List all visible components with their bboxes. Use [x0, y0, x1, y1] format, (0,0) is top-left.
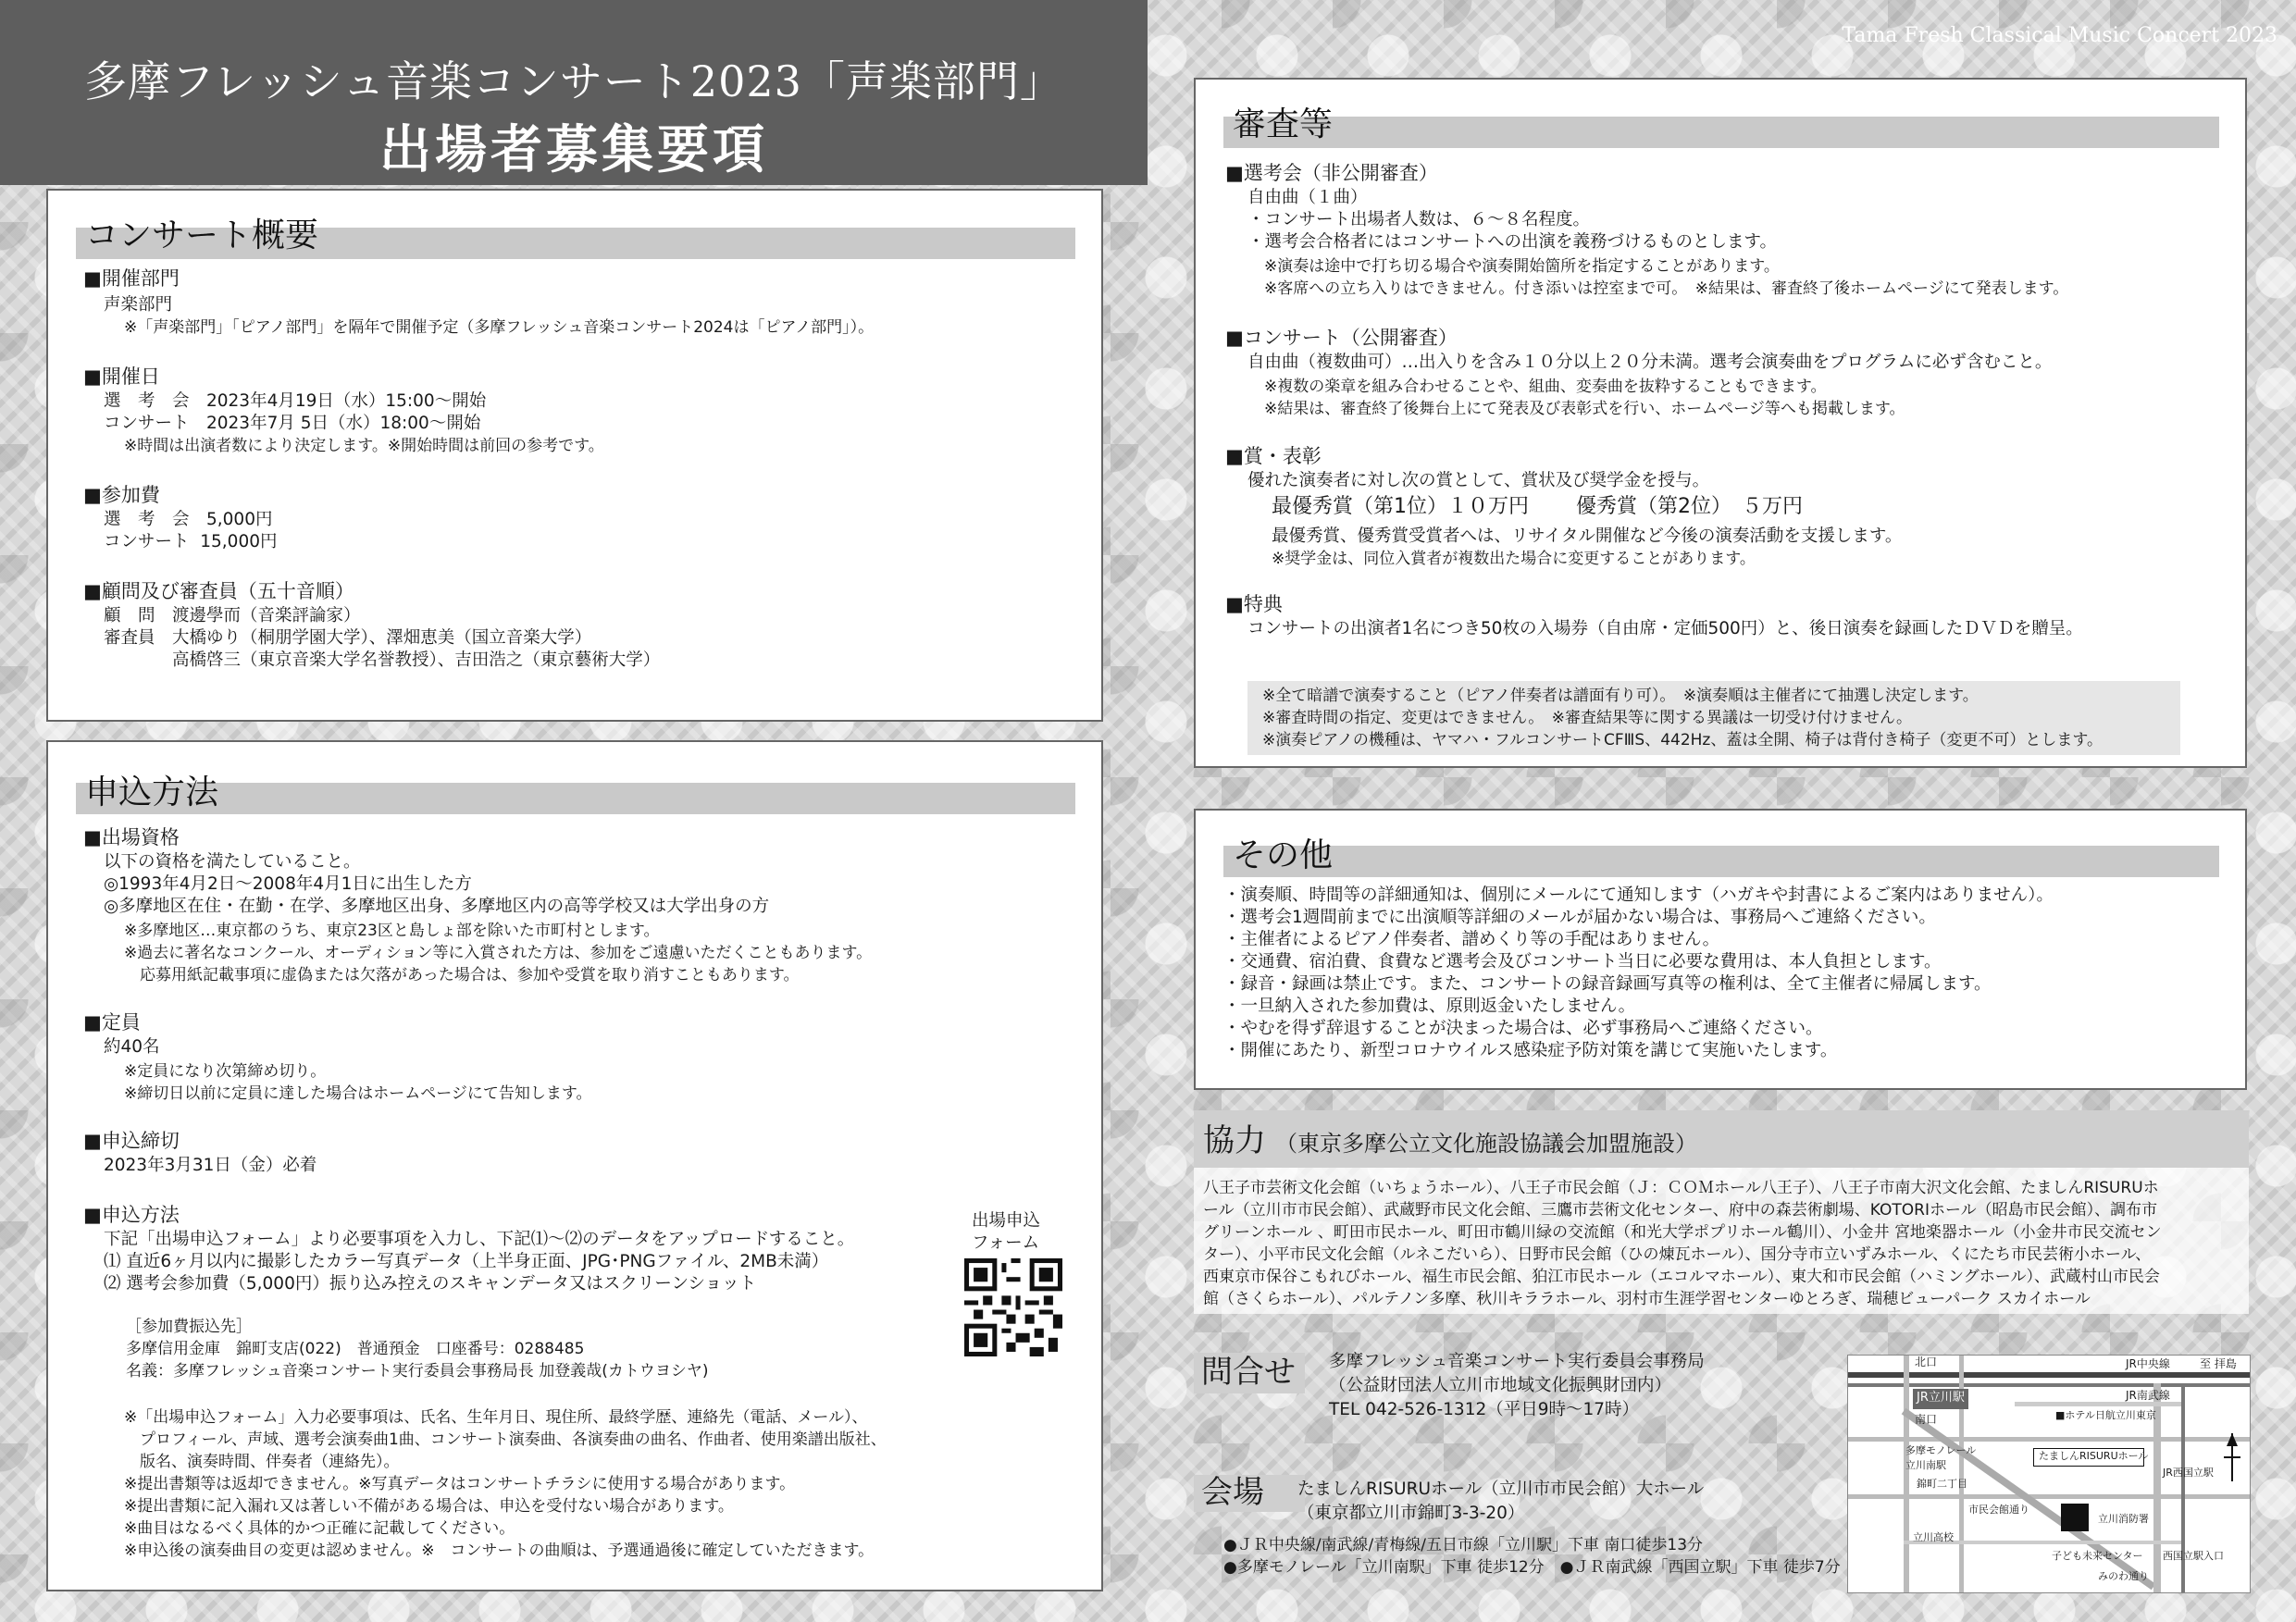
title-line-1: 多摩フレッシュ音楽コンサート2023「声楽部門」 — [84, 56, 1063, 106]
sel-2: ・コンサート出場者人数は、６～８名程度。 — [1247, 210, 1591, 229]
bank-heading: ［参加費振込先］ — [126, 1318, 252, 1336]
other-5: ・録音・録画は禁止です。また、コンサートの録音録画写真等の権利は、全て主催者に帰属します。 — [1223, 974, 1992, 994]
title-bar — [1223, 846, 2219, 877]
coop-line-6: 館（さくらホール）、パルテノン多摩、秋川キララホール、羽村市生涯学習センターゆとろぎ、瑞穂ビューパーク スカイホール — [1203, 1290, 2091, 1308]
qr-label-2: フォーム — [972, 1233, 1040, 1253]
qual-1: 以下の資格を満たしていること。 — [104, 852, 361, 872]
venue-1: たましんRISURUホール（立川市市民会館）大ホール — [1297, 1480, 1705, 1499]
method-3: ⑵ 選考会参加費（5,000円）振り込み控えのスキャンデータ又はスクリーンショット — [104, 1274, 757, 1294]
other-1: ・演奏順、時間等の詳細通知は、個別にメールにて通知します（ハガキや封書によるご案内はありません）。 — [1223, 885, 2054, 905]
date-concert: コンサート 2023年7月 5日（水）18:00～開始 — [104, 414, 481, 433]
map-minowa: みのわ通り — [2098, 1570, 2149, 1582]
heading-concert: ■コンサート（公開審査） — [1225, 327, 1458, 349]
division: 声楽部門 — [104, 295, 173, 315]
map-jr-tachikawa: JR立川駅 — [1917, 1391, 1965, 1405]
venue-title: 会場 — [1201, 1474, 1264, 1511]
heading-deadline: ■申込締切 — [83, 1130, 180, 1152]
date-selection: 選 考 会 2023年4月19日（水）15:00～開始 — [104, 391, 487, 411]
coop-line-4: ター）、小平市民文化会館（ルネこだいら）、日野市民会館（ひの煉瓦ホール）、国分寺市立いずみホール、くにたち市民芸術小ホール、 — [1203, 1245, 2152, 1264]
heading-award: ■賞・表彰 — [1225, 445, 1322, 467]
heading-division: ■開催部門 — [83, 267, 180, 290]
award-1: 優れた演奏者に対し次の賞として、賞状及び奨学金を授与。 — [1247, 471, 1710, 490]
heading-fee: ■参加費 — [83, 484, 160, 506]
award-3: 最優秀賞、優秀賞受賞者へは、リサイタル開催など今後の演奏活動を支援します。 — [1272, 526, 1903, 546]
deadline: 2023年3月31日（金）必着 — [104, 1156, 317, 1175]
venue-access-2: ●多摩モノレール「立川南駅」下車 徒歩12分 ●ＪＲ南武線「西国立駅」下車 徒歩7分 — [1223, 1558, 1841, 1577]
rule-2: ※審査時間の指定、変更はできません。 ※審査結果等に関する異議は一切受け付けません。 — [1262, 709, 1913, 727]
contact-2: （公益財団法人立川市地域文化振興財団内） — [1329, 1376, 1672, 1395]
capacity-note-1: ※定員になり次第締め切り。 — [124, 1062, 327, 1081]
map-hall: たましんRISURUホール — [2039, 1450, 2149, 1462]
qual-3: ◎多摩地区在住・在勤・在学、多摩地区出身、多摩地区内の高等学校又は大学出身の方 — [104, 897, 770, 916]
form-note-4: ※提出書類等は返却できません。※写真データはコンサートチラシに使用する場合があります。 — [124, 1475, 796, 1493]
award-4: ※奨学金は、同位入賞者が複数出た場合に変更することがあります。 — [1272, 550, 1756, 568]
coop-line-1: 八王子市芸術文化会館（いちょうホール）、八王子市民会館（Ｊ：ＣＯＭホール八王子）、八王子市南大沢文化会館、たましんRISURUホ — [1203, 1179, 2159, 1197]
coop-section — [1194, 1110, 2249, 1314]
review-panel — [1194, 78, 2247, 768]
qr-label-1: 出場申込 — [972, 1211, 1041, 1231]
other-8: ・開催にあたり、新型コロナウイルス感染症予防対策を講じて実施いたします。 — [1223, 1041, 1838, 1060]
form-note-5: ※提出書類に記入漏れ又は著しい不備がある場合は、申込を受付ない場合があります。 — [124, 1497, 734, 1516]
rules-box — [1247, 681, 2180, 755]
coop-line-2: ール（立川市市民会館）、武蔵野市民文化会館、三鷹市芸術文化センター、府中の森芸術劇場、KOTORIホール（昭島市民会館）、調布市 — [1203, 1201, 2158, 1220]
date-note: ※時間は出演者数により決定します。※開始時間は前回の参考です。 — [124, 437, 604, 455]
heading-selection: ■選考会（非公開審査） — [1225, 162, 1438, 184]
map-nishikunitachi: JR西国立駅 — [2163, 1467, 2214, 1479]
title-line-2: 出場者募集要項 — [379, 119, 768, 180]
form-note-2: プロフィール、声域、選考会演奏曲1曲、コンサート演奏曲、各演奏曲の曲名、作曲者、使用楽譜出版社、 — [124, 1430, 887, 1449]
heading-judges: ■顧問及び審査員（五十音順） — [83, 580, 354, 602]
benefit: コンサートの出演者1名につき50枚の入場券（自由席・定価500円）と、後日演奏を録画したＤＶＤを贈呈。 — [1247, 619, 2083, 638]
qual-2: ◎1993年4月2日～2008年4月1日に出生した方 — [104, 874, 472, 894]
contact-3: TEL 042-526-1312（平日9時～17時） — [1329, 1400, 1640, 1419]
map-kita-ave: 市民会館通り — [1968, 1504, 2029, 1516]
judges-line-1: 審査員 大橋ゆり（桐朋学園大学）、澤畑恵美（国立音楽大学） — [104, 628, 592, 648]
form-note-7: ※申込後の演奏曲目の変更は認めません。※ コンサートの曲順は、予選通過後に確定していただきます。 — [124, 1542, 875, 1560]
qr-code-icon[interactable] — [964, 1258, 1062, 1356]
qual-5: ※過去に著名なコンクール、オーディション等に入賞された方は、参加をご遠慮いただくこともあります。 — [124, 944, 873, 962]
other-4: ・交通費、宿泊費、食費など選考会及びコンサート当日に必要な費用は、本人負担とします。 — [1223, 952, 1942, 972]
map-monorail: 多摩モノレール — [1905, 1444, 1977, 1456]
judges-line-2: 高橋啓三（東京音楽大学名誉教授）、吉田浩之（東京藝術大学） — [104, 650, 661, 670]
fee-selection: 選 考 会 5,000円 — [104, 510, 273, 529]
other-7: ・やむを得ず辞退することが決まった場合は、必ず事務局へご連絡ください。 — [1223, 1019, 1823, 1038]
map-hotel: ■ホテル日航立川東京 — [2055, 1409, 2156, 1421]
map-south-exit: 南口 — [1915, 1413, 1938, 1426]
form-note-3: 版名、演奏時間、伴奏者（連絡先）。 — [124, 1453, 400, 1471]
header-banner — [0, 0, 1148, 185]
heading-method: ■申込方法 — [83, 1204, 180, 1226]
form-note-6: ※曲目はなるべく具体的かつ正確に記載してください。 — [124, 1519, 515, 1538]
venue-2: （東京都立川市錦町3-3-20） — [1297, 1504, 1525, 1523]
heading-qualification: ■出場資格 — [83, 826, 180, 848]
sel-3: ・選考会合格者にはコンサートへの出演を義務づけるものとします。 — [1247, 232, 1778, 252]
other-2: ・選考会1週間前までに出演順等詳細のメールが届かない場合は、事務局へご連絡ください。 — [1223, 908, 1936, 927]
title-bar — [76, 783, 1075, 814]
map-fire: 立川消防署 — [2098, 1513, 2149, 1525]
map-tachikawa-minami: 立川南駅 — [1905, 1459, 1946, 1471]
overview-title: コンサート概要 — [85, 217, 319, 254]
map-to-haijima: 至 拝島 — [2200, 1357, 2237, 1370]
rule-3: ※演奏ピアノの機種は、ヤマハ・フルコンサートCFⅢS、442Hz、蓋は全開、椅子は背付き椅子（変更不可）とします。 — [1262, 731, 2103, 749]
map-children: 子ども未来センター — [2052, 1550, 2143, 1562]
map-nishi-iriguchi: 西国立駅入口 — [2163, 1550, 2224, 1562]
judge-advisor: 顧 問 渡邊學而（音楽評論家） — [104, 606, 361, 625]
contact-1: 多摩フレッシュ音楽コンサート実行委員会事務局 — [1329, 1352, 1705, 1371]
map-jr-nambu: JR南武線 — [2126, 1389, 2170, 1402]
heading-capacity: ■定員 — [83, 1011, 141, 1034]
fee-concert: コンサート 15,000円 — [104, 532, 278, 551]
sel-4: ※演奏は途中で打ち切る場合や演奏開始箇所を指定することがあります。 — [1264, 257, 1780, 276]
coop-subtitle: （東京多摩公立文化施設協議会加盟施設） — [1275, 1131, 1697, 1157]
con-3: ※結果は、審査終了後舞台上にて発表及び表彰式を行い、ホームページ等へも掲載します。 — [1264, 400, 1905, 418]
sel-5: ※客席への立ち入りはできません。付き添いは控室まで可。 ※結果は、審査終了後ホームページにて発表します。 — [1264, 279, 2069, 298]
contact-title: 問合せ — [1201, 1354, 1296, 1391]
division-note: ※「声楽部門」「ピアノ部門」を隔年で開催予定（多摩フレッシュ音楽コンサート2024は「ピアノ部門」）。 — [124, 318, 875, 337]
qual-4: ※多摩地区…東京都のうち、東京23区と島しょ部を除いた市町村とします。 — [124, 922, 660, 940]
review-title: 審査等 — [1233, 105, 1334, 143]
heading-dates: ■開催日 — [83, 365, 160, 388]
apply-title: 申込方法 — [85, 774, 219, 811]
rule-1: ※全て暗譜で演奏すること（ピアノ伴奏者は譜面有り可）。 ※演奏順は主催者にて抽選し決定します。 — [1262, 687, 1979, 705]
sel-1: 自由曲（１曲） — [1247, 188, 1368, 207]
capacity: 約40名 — [104, 1037, 160, 1057]
other-3: ・主催者によるピアノ伴奏者、譜めくり等の手配はありません。 — [1223, 930, 1720, 949]
english-title: Tama Fresh Classical Music Concert 2023 — [1842, 24, 2277, 47]
coop-title: 協力 — [1203, 1122, 1266, 1159]
coop-line-5: 西東京市保谷こもれびホール、福生市民会館、狛江市民ホール（エコルマホール）、東大和市民会館（ハミングホール）、武蔵村山市民会 — [1203, 1268, 2160, 1286]
bank-account: 多摩信用金庫 錦町支店(022) 普通預金 口座番号：0288485 — [126, 1340, 585, 1358]
venue-access-1: ●ＪＲ中央線/南武線/青梅線/五日市線「立川駅」下車 南口徒歩13分 — [1223, 1536, 1704, 1554]
coop-line-3: グリーンホール 、町田市民ホール、町田市鶴川緑の交流館（和光大学ポプリホール鶴川）、小金井 宮地楽器ホール（小金井市民交流セン — [1203, 1223, 2162, 1242]
map-north-exit: 北口 — [1915, 1356, 1938, 1368]
map-school: 立川高校 — [1913, 1531, 1954, 1543]
compass-north-icon — [2218, 1430, 2246, 1485]
map-jr-chuo: JR中央線 — [2126, 1357, 2170, 1370]
method-2: ⑴ 直近6ヶ月以内に撮影したカラー写真データ（上半身正面、JPG･PNGファイル、2MB未満） — [104, 1252, 829, 1271]
bank-holder: 名義：多摩フレッシュ音楽コンサート実行委員会事務局長 加登義哉(カトウヨシヤ) — [126, 1362, 709, 1381]
overview-panel — [46, 189, 1103, 722]
con-2: ※複数の楽章を組み合わせることや、組曲、変奏曲を抜粋することもできます。 — [1264, 378, 1827, 396]
map-nishikicho: 錦町二丁目 — [1917, 1478, 1967, 1490]
other-title: その他 — [1233, 836, 1334, 874]
other-6: ・一旦納入された参加費は、原則返金いたしません。 — [1223, 997, 1636, 1016]
title-bar — [1223, 117, 2219, 148]
access-map[interactable] — [1847, 1355, 2251, 1593]
contact-venue-section — [1181, 1325, 1841, 1593]
heading-benefit: ■特典 — [1225, 593, 1283, 615]
con-1: 自由曲（複数曲可）…出入りを含み１０分以上２０分未満。選考会演奏曲をプログラムに必ず含むこと。 — [1247, 353, 2053, 372]
apply-panel — [46, 740, 1103, 1591]
capacity-note-2: ※締切日以前に定員に達した場合はホームページにて告知します。 — [124, 1084, 592, 1103]
qual-6: 応募用紙記載事項に虚偽または欠落があった場合は、参加や受賞を取り消すこともあります。 — [124, 966, 800, 984]
other-panel — [1194, 809, 2247, 1090]
award-2: 最優秀賞（第1位）１０万円 優秀賞（第2位） ５万円 — [1272, 495, 1803, 518]
method-1: 下記「出場申込フォーム」より必要事項を入力し、下記⑴～⑵のデータをアップロードすること。 — [104, 1230, 855, 1249]
form-note-1: ※「出場申込フォーム」入力必要事項は、氏名、生年月日、現住所、最終学歴、連絡先（電話、メール）、 — [124, 1408, 868, 1427]
